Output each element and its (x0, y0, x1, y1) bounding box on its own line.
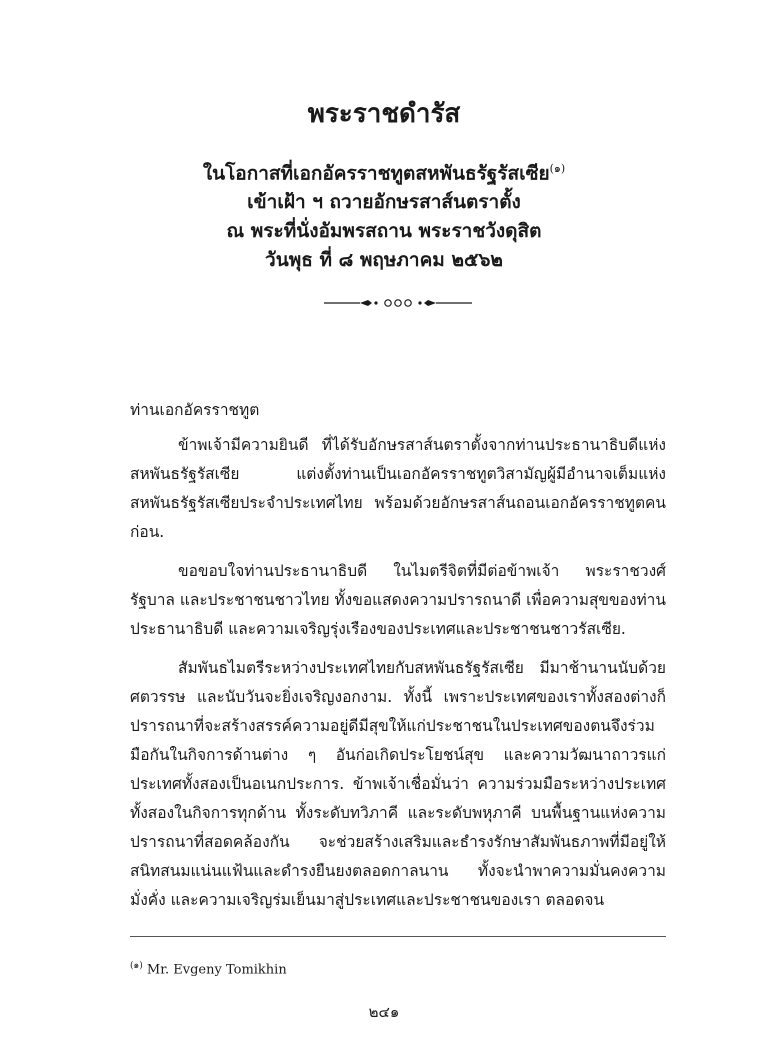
footnote-reference-mark: (๑) (549, 162, 566, 175)
ornament-divider-icon (324, 294, 472, 312)
footnote-mark: (๑) (130, 961, 143, 971)
paragraph-1: ข้าพเจ้ามีความยินดี ที่ได้รับอักษรสาส์นตราตั้งจากท่านประธานาธิบดีแห่งสหพันธรัฐรัสเซีย แต่งตั้งท่านเป็นเอกอัครราชทูตวิสามัญผู้มีอำนาจเต็มแห่งสหพันธรัฐรัสเซียประจำประเทศไทย พร้อมด้วยอักษรสาส์นถอนเอกอัครราชทูตคนก่อน. (130, 436, 666, 541)
footnote (130, 956, 287, 980)
subtitle-line-3: ณ พระที่นั่งอัมพรสถาน พระราชวังดุสิต (226, 220, 542, 243)
subtitle-line-2: เข้าเฝ้า ฯ ถวายอักษรสาส์นตราตั้ง (247, 191, 521, 214)
page-title: พระราชดำรัส (307, 99, 461, 129)
paragraph-3: สัมพันธไมตรีระหว่างประเทศไทยกับสหพันธรัฐรัสเซีย มีมาช้านานนับด้วยศตวรรษ และนับวันจะยิ่งเจริญงอกงาม. ทั้งนี้ เพราะประเทศของเราทั้งสองต่างก็ปรารถนาที่จะสร้างสรรค์ความอยู่ดีมีสุขให้แก่ประชาชนในประเทศของตนจึงร่วมมือกันในกิจการด้านต่าง ๆ อันก่อเกิดประโยชน์สุข และความวัฒนาถาวรแก่ประเทศทั้งสองเป็นอเนกประการ. ข้าพเจ้าเชื่อมั่นว่า ความร่วมมือระหว่างประเทศทั้งสองในกิจการทุกด้าน ทั้งระดับทวิภาคี และระดับพหุภาคี บนพื้นฐานแห่งความปรารถนาที่สอดคล้องกัน จะช่วยสร้างเสริมและธำรงรักษาสัมพันธภาพที่มีอยู่ให้สนิทสนมแน่นแฟ้นและดำรงยืนยงตลอดกาลนาน ทั้งจะนำพาความมั่นคงความมั่งคั่ง และความเจริญร่มเย็นมาสู่ประเทศและประชาชนของเรา ตลอดจน (130, 659, 666, 909)
paragraph-2: ขอขอบใจท่านประธานาธิบดี ในไมตรีจิตที่มีต่อข้าพเจ้า พระราชวงศ์ รัฐบาล และประชาชนชาวไทย ทั้งขอแสดงความปรารถนาดี เพื่อความสุขของท่านประธานาธิบดี และความเจริญรุ่งเรืองของประเทศและประชาชนชาวรัสเซีย. (130, 562, 666, 638)
subtitle-line-4: วันพุธ ที่ ๘ พฤษภาคม ๒๕๖๒ (265, 249, 503, 272)
page-number: ๒๔๑ (368, 1003, 400, 1021)
footnote-divider (130, 936, 666, 937)
salutation: ท่านเอกอัครราชทูต (130, 401, 260, 419)
subtitle-block (0, 154, 768, 275)
subtitle-line-1-text: ในโอกาสที่เอกอัครราชทูตสหพันธรัฐรัสเซีย (202, 162, 550, 185)
speech-body (130, 396, 666, 925)
subtitle-line-1 (0, 154, 768, 188)
footnote-text: Mr. Evgeny Tomikhin (146, 962, 287, 978)
